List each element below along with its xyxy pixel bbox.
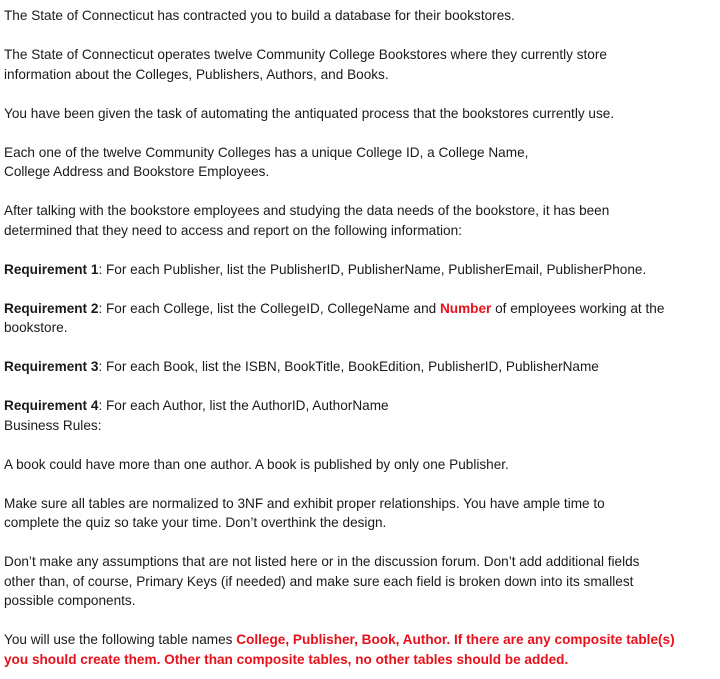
requirement-1-label: Requirement 1: [4, 261, 99, 277]
requirement-3: Requirement 3: For each Book, list the ISBN, BookTitle, BookEdition, PublisherID, PublisherName: [4, 359, 599, 374]
table-names-paragraph: You will use the following table names College, Publisher, Book, Author. If there are any composite table(s) you should create them. Other than composite tables, no other tables should be added.: [4, 632, 675, 667]
table-names-emphasis: College, Publisher, Book, Author. If there are any composite table(s): [236, 632, 675, 647]
analysis-paragraph: After talking with the bookstore employees and studying the data needs of the bookstore, it has been determined that they need to access and report on the following information:: [4, 203, 610, 238]
requirement-4-label: Requirement 4: [4, 398, 99, 413]
rule-assumptions: Don’t make any assumptions that are not listed here or in the discussion forum. Don’t add additional fields other than, of course, Primary Keys (if needed) and make sure each field is broken down into its smallest possible components.: [4, 554, 640, 608]
requirement-2: Requirement 2: For each College, list the CollegeID, CollegeName and Number of employees working at the bookstore.: [4, 300, 665, 335]
requirement-2-label: Requirement 2: [4, 300, 99, 316]
number-highlight: Number: [439, 300, 492, 316]
business-rules-heading: Business Rules:: [4, 417, 102, 433]
college-paragraph: Each one of the twelve Community Colleges has a unique College ID, a College Name, College Address and Bookstore Employees.: [4, 144, 529, 179]
requirement-1: Requirement 1: For each Publisher, list the PublisherID, PublisherName, PublisherEmail, PublisherPhone.: [4, 261, 647, 277]
context-paragraph: The State of Connecticut operates twelve Community College Bookstores where they currently store information about the Colleges, Publishers, Authors, and Books.: [4, 47, 607, 82]
requirement-4: Requirement 4: For each Author, list the AuthorID, AuthorName Business Rules:: [4, 398, 389, 433]
rule-normalization: Make sure all tables are normalized to 3NF and exhibit proper relationships. You have ample time to complete the quiz so take your time. Don’t overthink the design.: [4, 495, 605, 530]
rule-authors-publishers: A book could have more than one author. A book is published by only one Publisher.: [4, 456, 509, 472]
requirement-3-label: Requirement 3: [4, 359, 99, 374]
task-paragraph: You have been given the task of automating the antiquated process that the bookstores currently use.: [4, 105, 615, 121]
intro-paragraph: The State of Connecticut has contracted you to build a database for their bookstores.: [4, 8, 515, 23]
composite-tables-emphasis: you should create them. Other than composite tables, no other tables should be added.: [4, 651, 569, 667]
